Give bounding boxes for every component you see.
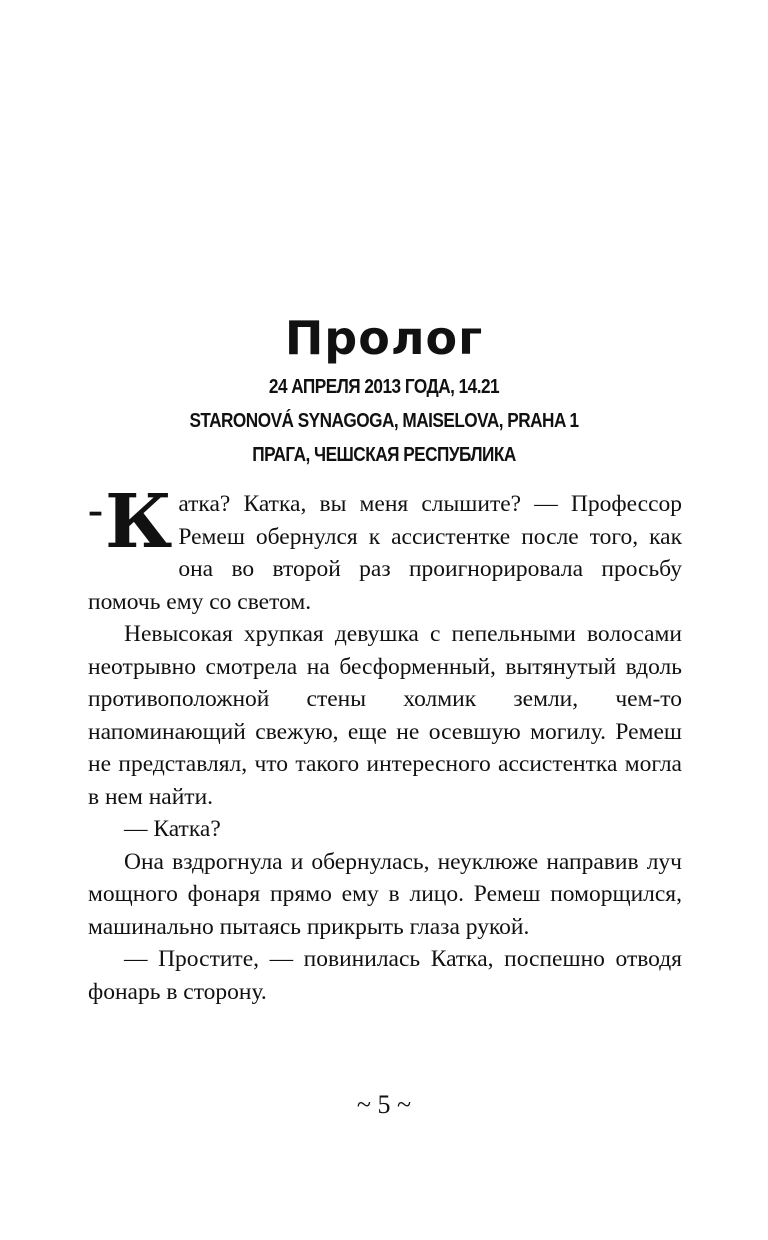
paragraph-5: — Простите, — повинилась Катка, поспешно отводя фонарь в сторону. <box>88 946 682 1005</box>
drop-cap-dash: – <box>88 495 103 530</box>
page-number: ~ 5 ~ <box>356 1090 412 1119</box>
date-line: 24 АПРЕЛЯ 2013 ГОДА, 14.21 <box>268 376 500 398</box>
drop-cap <box>88 479 173 565</box>
paragraph-1-text: атка? Катка, вы меня слышите? — Профессор Ремеш обернулся к ассистентке после того, как она во второй раз проигнорировала просьбу помочь ему со светом. <box>88 491 682 615</box>
paragraph-2: Невысокая хрупкая девушка с пепельными волосами неотрывно смотрела на бесформенный, вытянутый вдоль противоположной стены холмик земли, чем-то напоминающий свежую, еще не осевшую могилу. Ремеш не представлял, что такого интересного ассистентка могла в нем найти. <box>88 621 682 810</box>
paragraph-3: — Катка? <box>124 816 221 842</box>
country-line: ПРАГА, ЧЕШСКАЯ РЕСПУБЛИКА <box>252 444 516 466</box>
paragraph-1 <box>88 479 682 618</box>
drop-cap-letter: К <box>105 479 173 565</box>
place-line: STARONOVÁ SYNAGOGA, MAISELOVA, PRAHA 1 <box>189 410 579 432</box>
paragraph-4: Она вздрогнула и обернулась, неуклюже направив луч мощного фонаря прямо ему в лицо. Ремеш поморщился, машинально пытаясь прикрыть глаза рукой. <box>88 848 682 940</box>
body-text <box>88 479 682 1008</box>
chapter-heading <box>54 370 714 472</box>
chapter-title: Пролог <box>284 311 484 365</box>
